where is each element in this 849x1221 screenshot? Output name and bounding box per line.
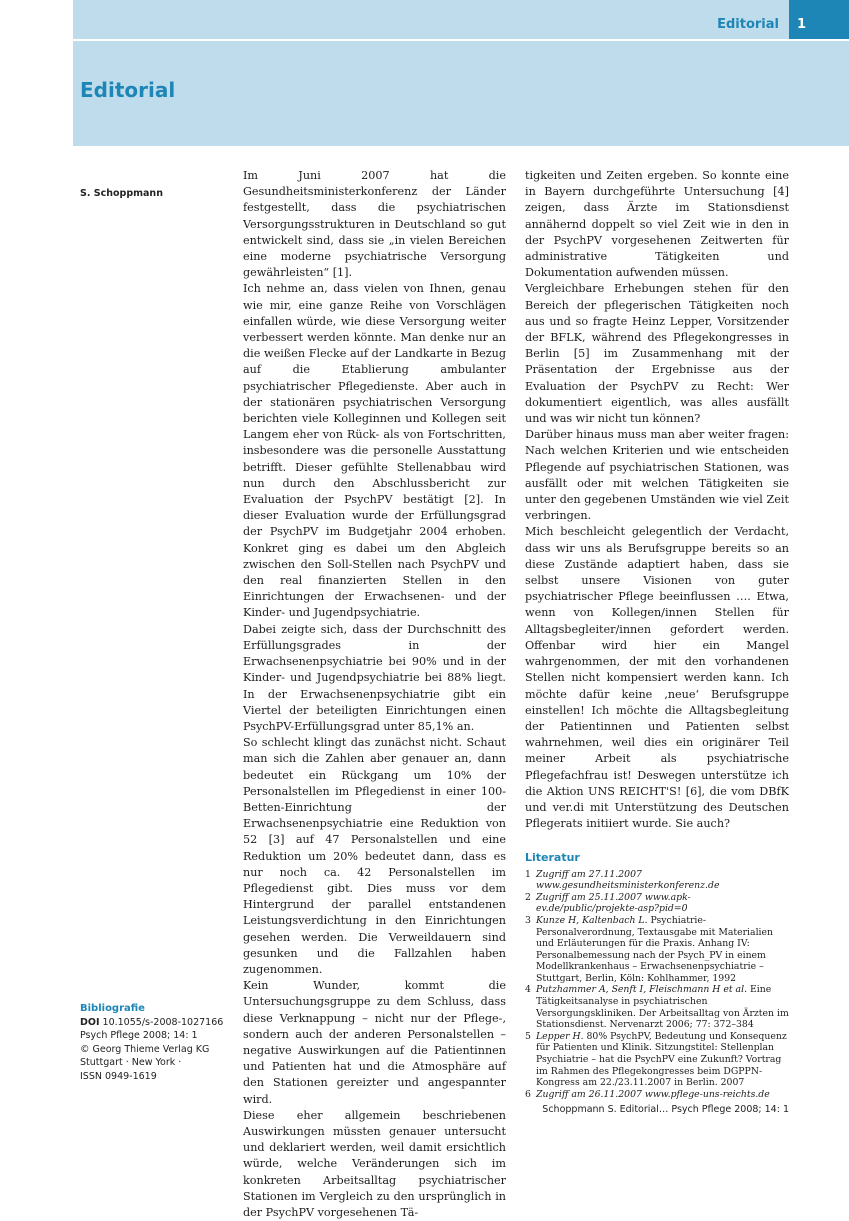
reference-number: 2 [525,891,531,903]
paragraph: So schlecht klingt das zunächst nicht. Schaut man sich die Zahlen aber genauer an, dann bedeutet ein Rückgang um 10% der Personalstellen im Pflegedienst in einer 100-Betten-Einrichtung der Erwachsenenpsychiatrie eine Reduktion von 52 [3] auf 47 Personalstellen und eine Reduktion um 20% bedeutet dann, dass es nur noch ca. 42 Personalstellen im Pflegedienst gibt. Dies muss vor dem Hintergrund der parallel entstandenen Leistungsverdichtung in den Einrichtungen gesehen werden. Die Verweildauern sind gesunken und die Fallzahlen haben zugenommen. [243,736,506,976]
reference-authors: Lepper H. [536,1030,584,1042]
copyright-line: © Georg Thieme Verlag KG [80,1043,210,1055]
author-name: S. Schoppmann [80,188,163,199]
reference-text [536,984,789,1030]
reference-item [525,984,789,1030]
reference-text [536,869,789,892]
reference-number: 4 [525,984,531,996]
reference-number: 5 [525,1030,531,1042]
bibliography-box [80,1002,240,1083]
body-column-2 [525,168,789,1100]
paragraph: Dabei zeigte sich, dass der Durchschnitt des Erfüllungsgrades in der Erwachsenenpsychiatrie bei 90% und in der Kinder- und Jugendpsychiatrie bei 88% liegt. In der Erwachsenenpsychiatrie gibt ein Viertel der beteiligten Einrichtungen einen PsychPV-Erfüllungsgrad unter 85,1% an. [243,622,506,733]
reference-source[interactable]: Zugriff am 26.11.2007 www.pflege-uns-reichts.de [536,1088,770,1100]
reference-number: 3 [525,914,531,926]
reference-item [525,1031,789,1089]
reference-text [536,915,789,985]
reference-detail: Psychiatrie-Personalverordnung, Textausgabe mit Materialien und Erläuterungen für die Praxis. Anhang IV: Personalbemessung nach der Psych_PV in einem Modellkrankenhaus – Erwachsenenpsychiatrie – Stuttgart, Berlin, Köln: Kohlhammer, 1992 [536,914,774,984]
reference-number: 1 [525,868,531,880]
header-divider [73,39,849,41]
paragraph: tigkeiten und Zeiten ergeben. So konnte eine in Bayern durchgeführte Untersuchung [4] zeigen, dass Ärzte im Stationsdienst annähernd doppelt so viel Zeit wie in den in der PsychPV vorgesehenen Zeitwerten für administrative Tätigkeiten und Dokumentation aufwenden müssen. [525,169,789,280]
reference-text [536,1089,789,1101]
journal-citation: Psych Pflege 2008; 14: 1 [80,1030,198,1041]
doi-line [80,1016,240,1030]
reference-authors: Kunze H, Kaltenbach L. [536,914,648,926]
reference-detail: 80% PsychPV, Bedeutung und Konsequenz für Patienten und Klinik. Sitzungstitel: Stellenplan Psychiatrie – hat die PsychPV eine Zukunft? Vortrag im Rahmen des Pflegekongresses beim DGPPN-Kongress am 22./23.11.2007 in Berlin. 2007 [536,1030,787,1089]
paragraph: Im Juni 2007 hat die Gesundheitsministerkonferenz der Länder festgestellt, dass die psychiatrischen Versorgungsstrukturen in Deutschland so gut entwickelt sind, dass sie „in vielen Bereichen eine moderne psychiatrische Versorgung gewährleisten“ [1]. [243,169,506,280]
paragraph: Mich beschleicht gelegentlich der Verdacht, dass wir uns als Berufsgruppe bereits so an diese Zustände adaptiert haben, dass sie selbst unsere Visionen von guter psychiatrischer Pflege beeinflussen …. Etwa, wenn von Kollegen/innen Stellen für Alltagsbegleiter/innen gefordert werden. Offenbar wird hier ein Mangel wahrgenommen, der mit den vorhandenen Stellen nicht kompensiert werden kann. Ich möchte dafür keine ‚neue‘ Berufsgruppe einstellen! Ich möchte die Alltagsbegleitung der Patientinnen und Patienten selbst wahrnehmen, weil dies ein originärer Teil meiner Arbeit als psychiatrische Pflegefachfrau ist! Deswegen unterstütze ich die Aktion UNS REICHT'S! [6], die vom DBfK und ver.di mit Unterstützung des Deutschen Pflegerats initiiert wurde. Sie auch? [525,525,789,831]
reference-detail: Eine Tätigkeitsanalyse in psychiatrischen Versorgungskliniken. Der Arbeitsalltag von Ärzten im Stationsdienst. Nervenarzt 2006; 77: 372–384 [536,984,789,1031]
paragraph: Kein Wunder, kommt die Untersuchungsgruppe zu dem Schluss, dass diese Verknappung – nicht nur der Pflege-, sondern auch der anderen Personalstellen – negative Auswirkungen auf die Patientinnen und Patienten hat und die Atmosphäre auf den Stationen gereizter und angespannter wird. [243,979,506,1106]
reference-number: 6 [525,1088,531,1100]
doi-value[interactable]: 10.1055/s-2008-1027166 [102,1016,224,1028]
paragraph: Ich nehme an, dass vielen von Ihnen, genau wie mir, eine ganze Reihe von Vorschlägen einfallen würde, wie diese Versorgung weiter verbessert werden könnte. Man denke nur an die weißen Flecke auf der Landkarte in Bezug auf die Etablierung ambulanter psychiatrischer Pflegedienste. Aber auch in der stationären psychiatrischen Versorgung berichten viele Kolleginnen und Kollegen seit Langem eher von Rück- als von Fortschritten, insbesondere was die personelle Ausstattung betrifft. Dieser gefühlte Stellenabbau wird nun durch den Abschlussbericht zur Evaluation der PsychPV bestätigt [2]. In dieser Evaluation wurde der Erfüllungsgrad der PsychPV im Budgetjahr 2004 erhoben. Konkret ging es dabei um den Abgleich zwischen den Soll-Stellen nach PsychPV und den real finanzierten Stellen in den Einrichtungen der Erwachsenen- und der Kinder- und Jugendpsychiatrie. [243,282,506,620]
footer-citation: Schoppmann S. Editorial… Psych Pflege 2008; 14: 1 [542,1104,789,1115]
paragraph: Vergleichbare Erhebungen stehen für den Bereich der pflegerischen Tätigkeiten noch aus und so fragte Heinz Lepper, Vorsitzender der BFLK, während des Pflegekongresses in Berlin [5] im Zusammenhang mit der Präsentation der Ergebnisse aus der Evaluation der PsychPV zu Recht: Wer dokumentiert eigentlich, was alles ausfällt und was wir nicht tun können? [525,282,789,426]
doi-label: DOI [80,1016,100,1028]
reference-authors: Putzhammer A, Senft I, Fleischmann H et al. [536,984,748,996]
literature-heading: Literatur [525,851,580,865]
body-column-1 [243,168,506,1221]
paragraph: Darüber hinaus muss man aber weiter fragen: Nach welchen Kriterien und wie entscheiden Pflegende auf psychiatrischen Stationen, was ausfällt oder mit welchen Tätigkeiten sie unter den gegebenen Umständen wie viel Zeit verbringen. [525,428,789,523]
reference-source[interactable]: Zugriff am 25.11.2007 www.apk-ev.de/public/projekte-asp?pid=0 [536,891,691,915]
reference-item [525,1089,789,1101]
reference-item [525,869,789,892]
reference-source[interactable]: Zugriff am 27.11.2007 www.gesundheitsministerkonferenz.de [536,868,720,892]
section-label: Editorial [717,17,779,32]
reference-list [525,869,789,1101]
paragraph: Diese eher allgemein beschriebenen Auswirkungen müssten genauer untersucht und deklariert werden, weil damit ersichtlich würde, welche Veränderungen sich im konkreten Arbeitsalltag psychiatrischer Stationen im Vergleich zu den ursprünglich in der PsychPV vorgesehenen Tä- [243,1108,506,1219]
publisher-location: Stuttgart · New York · [80,1057,182,1068]
bibliography-heading: Bibliografie [80,1003,145,1014]
reference-text [536,892,789,915]
reference-item [525,892,789,915]
reference-text [536,1031,789,1089]
page-number: 1 [797,17,807,32]
page-title: Editorial [80,78,176,102]
reference-item [525,915,789,985]
issn-line: ISSN 0949-1619 [80,1070,157,1082]
